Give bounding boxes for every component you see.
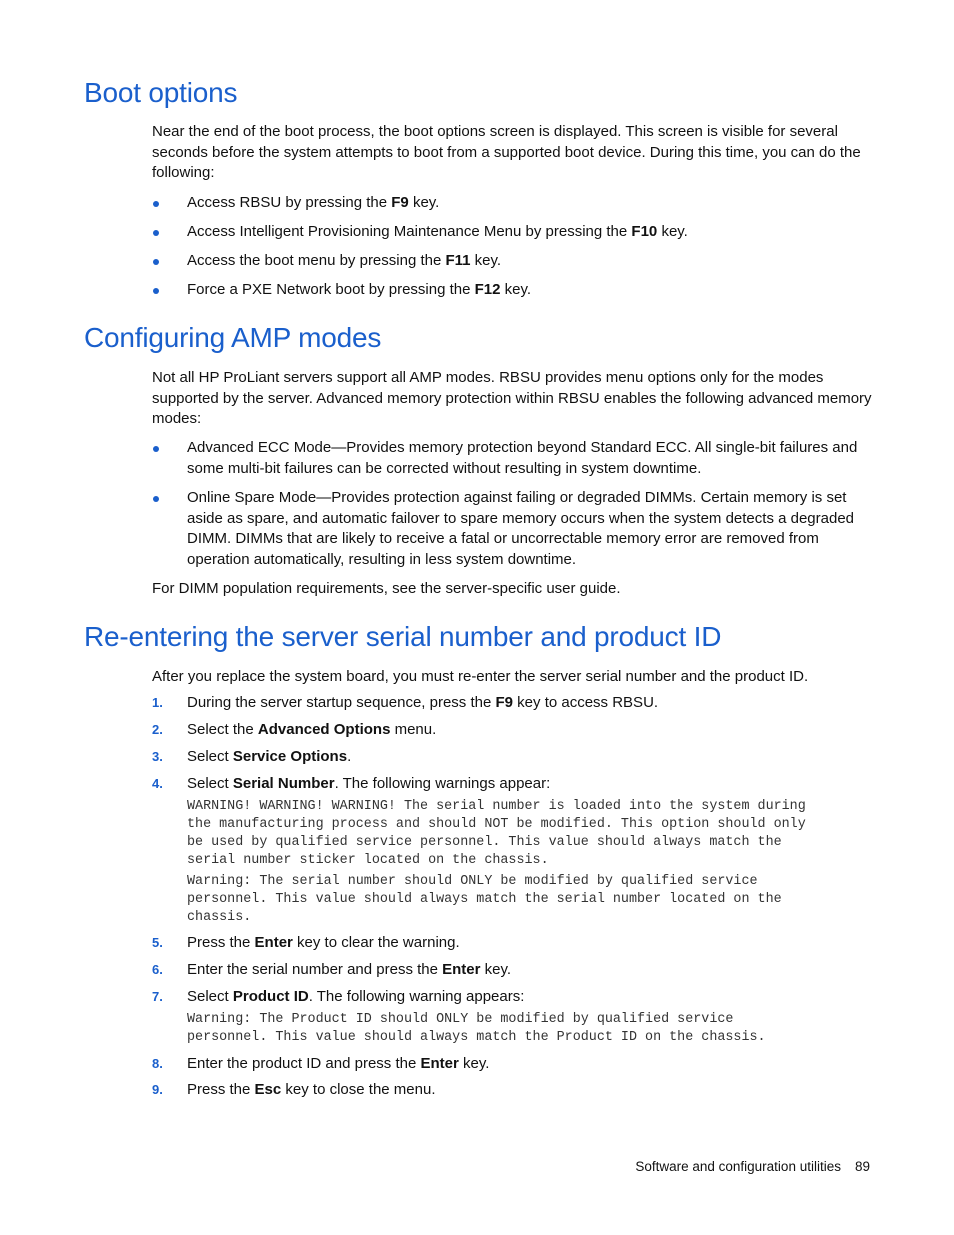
serial-intro: After you replace the system board, you must re-enter the server serial number and the product ID.	[152, 668, 809, 685]
key-label: F10	[631, 223, 658, 240]
heading-amp-modes: Configuring AMP modes	[84, 322, 382, 353]
key-label: Enter	[420, 1055, 459, 1072]
key-label: F9	[495, 694, 514, 711]
amp-note: For DIMM population requirements, see the server-specific user guide.	[152, 580, 621, 597]
bullet-icon	[153, 201, 159, 207]
heading-serial-product-id: Re-entering the server serial number and product ID	[84, 621, 722, 652]
list-item: Access RBSU by pressing the F9 key.	[152, 193, 874, 214]
list-item: 6. Enter the serial number and press the Enter key.	[152, 961, 512, 978]
list-item: 4. Select Serial Number. The following warnings appear:	[152, 775, 551, 792]
bullet-icon	[153, 496, 159, 502]
key-label: Advanced Options	[257, 721, 391, 738]
key-label: F9	[391, 194, 409, 211]
list-item: 3. Select Service Options.	[152, 748, 352, 765]
warning-serial-code-1: WARNING! WARNING! WARNING! The serial number is loaded into the system during the manufacturing process and should NOT be modified. This option should only be used by qualified service personnel. This value should always match the serial number sticker located on the chassis.	[187, 799, 806, 868]
list-item: 8. Enter the product ID and press the Enter key.	[152, 1055, 490, 1072]
list-item: Access Intelligent Provisioning Maintenance Menu by pressing the F10 key.	[152, 222, 874, 243]
list-item: 7. Select Product ID. The following warning appears:	[152, 988, 525, 1005]
list-item: Access the boot menu by pressing the F11 key.	[152, 251, 874, 272]
bullet-icon	[153, 288, 159, 294]
key-label: Enter	[254, 934, 293, 951]
key-label: Enter	[442, 961, 481, 978]
key-label: F11	[445, 252, 471, 269]
list-item: 9. Press the Esc key to close the menu.	[152, 1081, 436, 1098]
list-item: 1. During the server startup sequence, press the F9 key to access RBSU.	[152, 694, 659, 711]
footer-label: Software and configuration utilities	[635, 1159, 841, 1174]
list-item: Force a PXE Network boot by pressing the F12 key.	[152, 280, 874, 301]
heading-boot-options: Boot options	[84, 77, 238, 108]
boot-intro: Near the end of the boot process, the boot options screen is displayed. This screen is visible for several seconds before the system attempts to boot from a supported boot device. During this time, you can do the following:	[152, 123, 861, 181]
key-label: Serial Number	[232, 775, 335, 792]
key-label: Esc	[254, 1081, 282, 1098]
key-label: Service Options	[232, 748, 348, 765]
bullet-icon	[153, 230, 159, 236]
list-item: Online Spare Mode—Provides protection against failing or degraded DIMMs. Certain memory is set aside as spare, and automatic failover to spare memory occurs when the system detects a degraded DIMM. DIMMs that are likely to receive a fatal or uncorrectable memory error are removed from operation automatically, resulting in less system downtime.	[152, 488, 874, 570]
page-footer	[635, 1159, 870, 1174]
list-item: 2. Select the Advanced Options menu.	[152, 721, 437, 738]
list-item: 5. Press the Enter key to clear the warning.	[152, 934, 460, 951]
warning-serial-code-2: Warning: The serial number should ONLY be modified by qualified service personnel. This value should always match the serial number located on the chassis.	[187, 874, 782, 925]
warning-product-code: Warning: The Product ID should ONLY be modified by qualified service personnel. This value should always match the Product ID on the chassis.	[187, 1012, 766, 1045]
page-number: 89	[854, 1159, 870, 1174]
key-label: F12	[474, 281, 501, 298]
amp-intro: Not all HP ProLiant servers support all AMP modes. RBSU provides menu options only for the modes supported by the server. Advanced memory protection within RBSU enables the following advanced memory modes:	[152, 369, 872, 427]
bullet-icon	[153, 259, 159, 265]
list-item: Advanced ECC Mode—Provides memory protection beyond Standard ECC. All single-bit failures and some multi-bit failures can be corrected without resulting in system downtime.	[152, 438, 874, 479]
key-label: Product ID	[232, 988, 309, 1005]
bullet-icon	[153, 446, 159, 452]
